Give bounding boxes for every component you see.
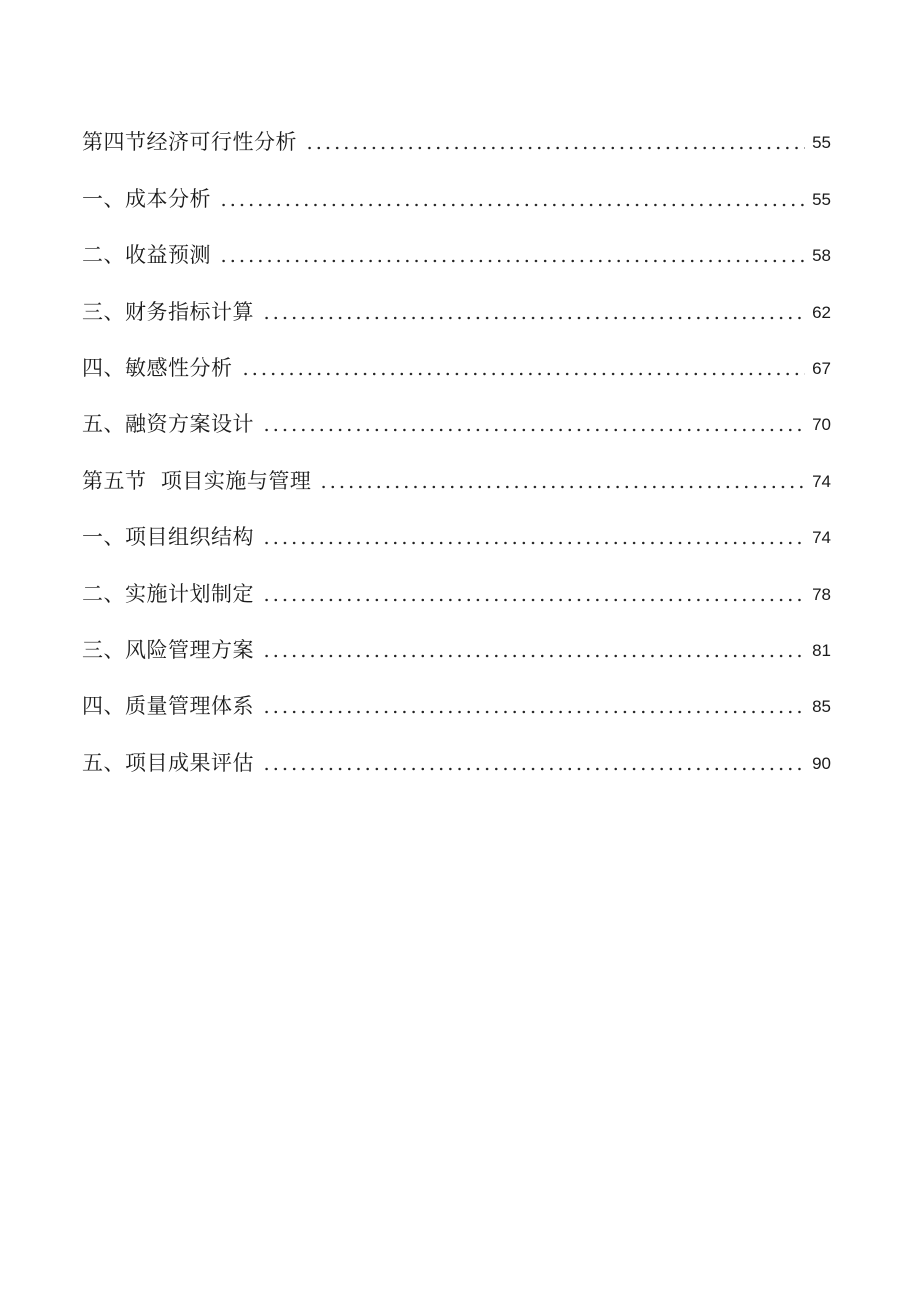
toc-entry[interactable] — [82, 338, 831, 394]
toc-dot-leader — [262, 654, 805, 658]
toc-entry[interactable] — [82, 450, 831, 506]
toc-entry-title: 四、质量管理体系 — [82, 694, 254, 719]
toc-dot-leader — [305, 146, 805, 150]
toc-entry[interactable] — [82, 168, 831, 224]
toc-entry-title: 三、财务指标计算 — [82, 299, 254, 324]
toc-page-number: 67 — [812, 358, 831, 378]
toc-dot-leader — [219, 203, 805, 207]
toc-dot-leader — [262, 598, 805, 602]
toc-entry[interactable] — [82, 281, 831, 337]
toc-dot-leader — [262, 428, 805, 432]
toc-page-number: 90 — [812, 753, 831, 773]
toc-entry[interactable] — [82, 563, 831, 619]
toc-page-number: 55 — [812, 133, 831, 153]
toc-entry-title: 四、敏感性分析 — [82, 355, 233, 380]
table-of-contents — [82, 112, 831, 789]
toc-dot-leader — [319, 485, 805, 489]
toc-entry-title: 一、项目组织结构 — [82, 525, 254, 550]
toc-page-number: 81 — [812, 640, 831, 660]
toc-entry[interactable] — [82, 225, 831, 281]
toc-dot-leader — [262, 316, 805, 320]
toc-entry-title: 第四节经济可行性分析 — [82, 130, 297, 155]
toc-dot-leader — [262, 767, 805, 771]
toc-entry-title: 第五节 项目实施与管理 — [82, 468, 312, 493]
toc-entry-title: 三、风险管理方案 — [82, 637, 254, 662]
toc-dot-leader — [262, 541, 805, 545]
toc-entry-title: 一、成本分析 — [82, 186, 211, 211]
toc-entry[interactable] — [82, 507, 831, 563]
toc-page-number: 58 — [812, 246, 831, 266]
toc-entry[interactable] — [82, 394, 831, 450]
toc-entry[interactable] — [82, 732, 831, 788]
toc-page-number: 55 — [812, 189, 831, 209]
toc-entry[interactable] — [82, 620, 831, 676]
toc-page-number: 74 — [812, 528, 831, 548]
toc-page-number: 62 — [812, 302, 831, 322]
toc-page-number: 85 — [812, 697, 831, 717]
toc-entry-title: 二、收益预测 — [82, 243, 211, 268]
toc-page-number: 78 — [812, 584, 831, 604]
toc-dot-leader — [241, 372, 806, 376]
toc-entry[interactable] — [82, 112, 831, 168]
toc-page-number: 70 — [812, 415, 831, 435]
toc-entry-title: 五、融资方案设计 — [82, 412, 254, 437]
toc-dot-leader — [262, 710, 805, 714]
toc-entry[interactable] — [82, 676, 831, 732]
toc-page-number: 74 — [812, 471, 831, 491]
toc-entry-title: 五、项目成果评估 — [82, 750, 254, 775]
toc-entry-title: 二、实施计划制定 — [82, 581, 254, 606]
toc-dot-leader — [219, 259, 805, 263]
